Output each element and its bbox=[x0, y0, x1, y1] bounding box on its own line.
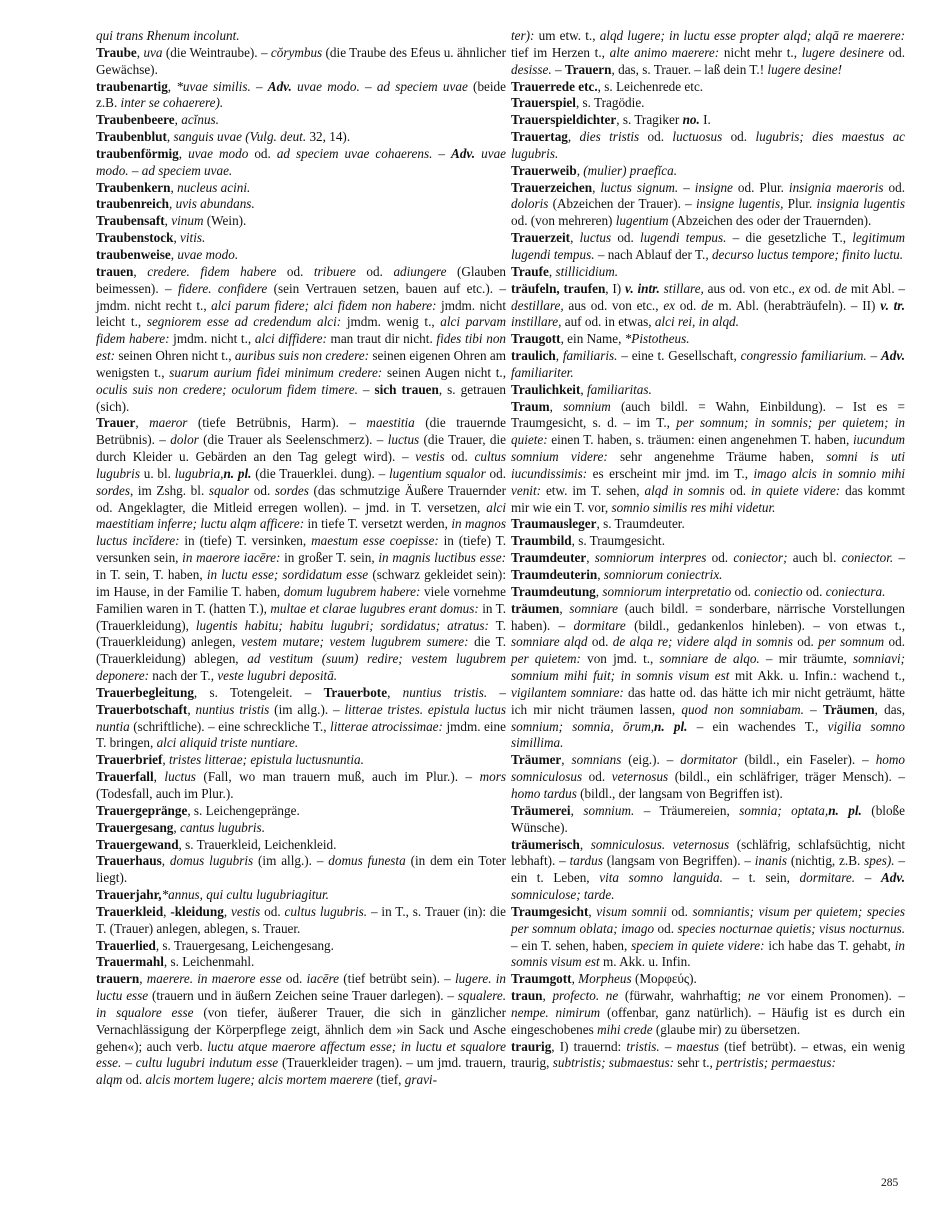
dictionary-entry: träufeln, traufen, I) v. intr. stillare, aus od. von etc., ex od. de mit Abl. – destillare, aus od. von etc., ex od. de m. Abl. (herabträufeln). – II) v. tr. instillare, auf od. in etwas, alci rei, in alqd. bbox=[511, 280, 906, 330]
dictionary-entry: Traubenstock, vitis. bbox=[96, 230, 206, 246]
dictionary-entry: Traubenblut, sanguis uvae (Vulg. deut. 32, 14). bbox=[96, 129, 351, 145]
dictionary-entry: Traumgott, Morpheus (Μορφεύς). bbox=[511, 971, 697, 987]
dictionary-entry: Trauerbrief, tristes litterae; epistula luctusnuntia. bbox=[96, 752, 364, 768]
dictionary-entry: Trauerlied, s. Trauergesang, Leichengesang. bbox=[96, 937, 334, 953]
dictionary-entry: Trauerrede etc., s. Leichenrede etc. bbox=[511, 78, 704, 94]
dictionary-entry: Trauerzeit, luctus od. lugendi tempus. – die gesetzliche T., legitimum lugendi tempus. – nach Ablauf der T., decurso luctus tempore; finito luctu. bbox=[511, 230, 906, 262]
dictionary-entry: Trauergesang, cantus lugubris. bbox=[96, 819, 265, 835]
dictionary-entry: Trauermahl, s. Leichenmahl. bbox=[96, 954, 255, 970]
dictionary-entry: Traumausleger, s. Traumdeuter. bbox=[511, 516, 685, 532]
dictionary-entry: trauen, credere. fidem habere od. tribuere od. adiungere (Glauben beimessen). – fidere. confidere (sein Vertrauen setzen, bauen auf etc.). – jmdm. nicht recht t., alci parum fidere; alci fidem non habere: jmdm. nicht leicht t., segniorem esse ad credendum alci: jmdm. wenig t., alci parvam fidem habere: jmdm. nicht t., alci diffidere: man traut dir nicht. fides tibi non est: seinen Ohren nicht t., auribus suis non credere: seinen eigenen Ohren am wenigsten t., suarum aurium fidei minimum credere: seinen Augen nicht t., oculis suis non credere; oculorum fidem timere. – sich trauen, s. getrauen (sich). bbox=[96, 263, 507, 414]
dictionary-entry: träumerisch, somniculosus. veternosus (schläfrig, schlafsüchtig, nicht lebhaft). – tardus (langsam von Begriffen). – inanis (nichtig, z.B. spes). – ein t. Leben, vita somno languida. – t. sein, dormitare. – Adv. somniculose; tarde. bbox=[511, 836, 906, 903]
dictionary-entry: Traubenkern, nucleus acini. bbox=[96, 179, 251, 195]
dictionary-entry: Trauerjahr,*annus, qui cultu lugubriagitur. bbox=[96, 887, 329, 903]
dictionary-entry: Trauerzeichen, luctus signum. – insigne od. Plur. insignia maeroris od. doloris (Abzeichen der Trauer). – insigne lugentis, Plur. insignia lugentis od. (von mehreren) lugentium (Abzeichen des oder der Trauernden). bbox=[511, 179, 905, 229]
dictionary-entry: traun, profecto. ne (fürwahr, wahrhaftig; ne vor einem Pronomen). – nempe. nimirum (offenbar, ganz natürlich). – Häufig ist es durch ein eingeschobenes mihi crede (glaube mir) zu übersetzen. bbox=[511, 988, 906, 1037]
dictionary-entry: Traubenbeere, acĭnus. bbox=[96, 112, 219, 128]
dictionary-entry: Traumdeuter, somniorum interpres od. coniector; auch bl. coniector. – Traumdeuterin, somniorum coniectrix. bbox=[511, 550, 906, 582]
dictionary-entry: Trauergepränge, s. Leichengepränge. bbox=[96, 802, 300, 818]
dictionary-entry: traubenreich, uvis abundans. bbox=[96, 196, 255, 212]
dictionary-entry: träumen, somniare (auch bildl. = sonderbare, närrische Vorstellungen haben). – dormitare (bildl., gedankenlos hinleben). – von etwas t., somniare alqd od. de alqa re; videre alqd in somnis od. per somnum od. per quietem: von jmd. t., somniare de alqo. – mir träumte, somniavi; somnium mihi fuit; in somnis visum est mit Akk. u. Infin.: wachend t., vigilantem somniare: das hatte od. das hätte ich mir nicht geträumt, hätte ich mir nicht träumen lassen, quod non somniabam. – Träumen, das, somnium; somnia, ōrum,n. pl. – ein wachendes T., vigilia somno simillima. bbox=[511, 600, 906, 751]
left-column bbox=[96, 28, 506, 1089]
right-column bbox=[511, 28, 905, 1072]
dictionary-entry: Traulichkeit, familiaritas. bbox=[511, 381, 652, 397]
dictionary-entry: Träumerei, somnium. – Träumereien, somnia; optata,n. pl. (bloße Wünsche). bbox=[511, 802, 905, 835]
dictionary-entry: traubenartig, *uvae similis. – Adv. uvae modo. – ad speciem uvae (beide z.B. inter se cohaerere). bbox=[96, 78, 506, 111]
dictionary-entry: Traube, uva (die Weintraube). – cŏrymbus (die Traube des Efeus u. ähnlicher Gewächse). bbox=[96, 44, 506, 77]
dictionary-entry: Traumdeutung, somniorum interpretatio od. coniectio od. coniectura. bbox=[511, 583, 886, 599]
dictionary-entry: traubenförmig, uvae modo od. ad speciem uvae cohaerens. – Adv. uvae modo. – ad speciem uvae. bbox=[96, 145, 507, 178]
dictionary-entry: Traufe, stillicidium. bbox=[511, 263, 619, 279]
dictionary-entry: Traumbild, s. Traumgesicht. bbox=[511, 533, 666, 549]
dictionary-entry: Trauerspiel, s. Tragödie. bbox=[511, 95, 645, 111]
dictionary-entry: Trauerspieldichter, s. Tragiker no. I. bbox=[511, 112, 711, 128]
dictionary-entry: Trauerweib, (mulier) praefĭca. bbox=[511, 162, 678, 178]
dictionary-entry: Träumer, somnians (eig.). – dormitator (bildl., ein Faseler). – homo somniculosus od. veternosus (bildl., ein schläfriger, träger Mensch). – homo tardus (bildl., der langsam von Begriffen ist). bbox=[511, 752, 905, 801]
dictionary-entry: traurig, I) trauernd: tristis. – maestus (tief betrübt). – etwas, ein wenig traurig, subtristis; submaestus: sehr t., pertristis; permaestus: bbox=[511, 1038, 906, 1071]
dictionary-entry: Traum, somnium (auch bildl. = Wahn, Einbildung). – Ist es = Traumgesicht, s. d. – im T., per somnum; in somnis; per quietem; in quiete: einen T. haben, s. träumen: einen angenehmen T. haben, iucundum somnium videre: sehr angenehme Träume haben, somni is uti iucundissimis: es erscheint mir jmd. im T., imago alcis in somnio mihi venit: etw. im T. sehen, alqd in somnis od. in quiete videre: das kommt mir wie ein T. vor, somnio similis res mihi videtur. bbox=[511, 398, 905, 515]
dictionary-entry: Traugott, ein Name, *Pistotheus. bbox=[511, 331, 690, 347]
dictionary-entry: ter): um etw. t., alqd lugere; in luctu esse propter alqd; alqā re maerere: tief im Herzen t., alte animo maerere: nicht mehr t., lugere desinere od. desisse. – Trauern, das, s. Trauer. – laß dein T.! lugere desine! bbox=[511, 28, 905, 77]
dictionary-entry: Trauerbegleitung, s. Totengeleit. – Trauerbote, nuntius tristis. – Trauerbotschaft, nuntius tristis (im allg.). – litterae tristes. epistula luctus nuntia (schriftliche). – eine schreckliche T., litterae atrocissimae: jmdm. eine T. bringen, alci aliquid triste nuntiare. bbox=[96, 684, 507, 751]
dictionary-entry: Trauergewand, s. Trauerkleid, Leichenkleid. bbox=[96, 836, 337, 852]
dictionary-entry: Trauertag, dies tristis od. luctuosus od. lugubris; dies maestus ac lugubris. bbox=[511, 129, 906, 161]
dictionary-entry: Trauerhaus, domus lugubris (im allg.). – domus funesta (in dem ein Toter liegt). bbox=[96, 853, 507, 886]
dictionary-entry: Trauer, maeror (tiefe Betrübnis, Harm). – maestitia (die trauernde Betrübnis). – dolor (die Trauer als Seelenschmerz). – luctus (die Trauer, die durch Kleider u. Gebärden an den Tag gelegt wird). – vestis od. cultus lugubris u. bl. lugubria,n. pl. (die Trauerklei. dung). – lugentium squalor od. sordes, im Zshg. bl. squalor od. sordes (das schmutzige Äußere Trauernder od. Angeklagter, die Mitleid erregen wollen). – jmd. in T. versetzen, alci maestitiam inferre; luctu alqm afficere: in tiefe T. versetzt werden, in magnos luctus incĭdere: in (tiefe) T. versinken, maestum esse coepisse: in (tiefe) T. versunken sein, in maerore iacēre: in großer T. sein, in magnis luctibus esse: in T. sein, T. haben, in luctu esse; sordidatum esse (schwarz gekleidet sein): im Hause, in der Familie T. haben, domum lugubrem habere: viele vornehme Familien waren in T. (hatten T.), multae et clarae lugubres erant domus: in T. (Trauerkleidung), lugentis habitu; habitu lugubri; sordidatus; atratus: T. (Trauerkleidung) anlegen, vestem mutare; vestem lugubrem sumere: die T. (Trauerkleidung) ablegen, ad vestitum (suum) redire; vestem lugubrem deponere: nach der T., veste lugubri depositā. bbox=[96, 415, 507, 684]
dictionary-entry: trauern, maerere. in maerore esse od. iacēre (tief betrübt sein). – lugere. in luctu esse (trauern und in äußern Zeichen seine Trauer darlegen). – squalere. in squalore esse (von tiefer, äußerer Trauer, die sich in gänzlicher Vernachlässigung der Körperpflege zeigt, ähnlich dem »in Sack und Asche gehen«); auch verb. luctu atque maerore affectum esse; in luctu et squalore esse. – cultu lugubri indutum esse (Trauerkleider tragen). – um jmd. trauern, alqm od. alcis mortem lugere; alcis mortem maerere (tief, gravi- bbox=[96, 971, 507, 1088]
dictionary-entry: Trauerkleid, -kleidung, vestis od. cultus lugubris. – in T., s. Trauer (in): die T. (Trauer) anlegen, ablegen, s. Trauer. bbox=[96, 903, 507, 936]
dictionary-entry: Traubensaft, vinum (Wein). bbox=[96, 213, 247, 229]
dictionary-entry: qui trans Rhenum incolunt. bbox=[96, 28, 240, 43]
dictionary-entry: traubenweise, uvae modo. bbox=[96, 246, 239, 262]
dictionary-entry: traulich, familiaris. – eine t. Gesellschaft, congressio familiarium. – Adv. familiariter. bbox=[511, 348, 906, 380]
dictionary-entry: Trauerfall, luctus (Fall, wo man trauern muß, auch im Plur.). – mors (Todesfall, auch im Plur.). bbox=[96, 769, 507, 801]
dictionary-entry: Traumgesicht, visum somnii od. somniantis; visum per quietem; species per somnum oblata; imago od. species nocturnae quietis; visus nocturnus. – ein T. sehen, haben, speciem in quiete videre: ich habe das T. gehabt, in somnis visum est m. Akk. u. Infin. bbox=[511, 903, 906, 970]
page-number: 285 bbox=[881, 1177, 899, 1189]
